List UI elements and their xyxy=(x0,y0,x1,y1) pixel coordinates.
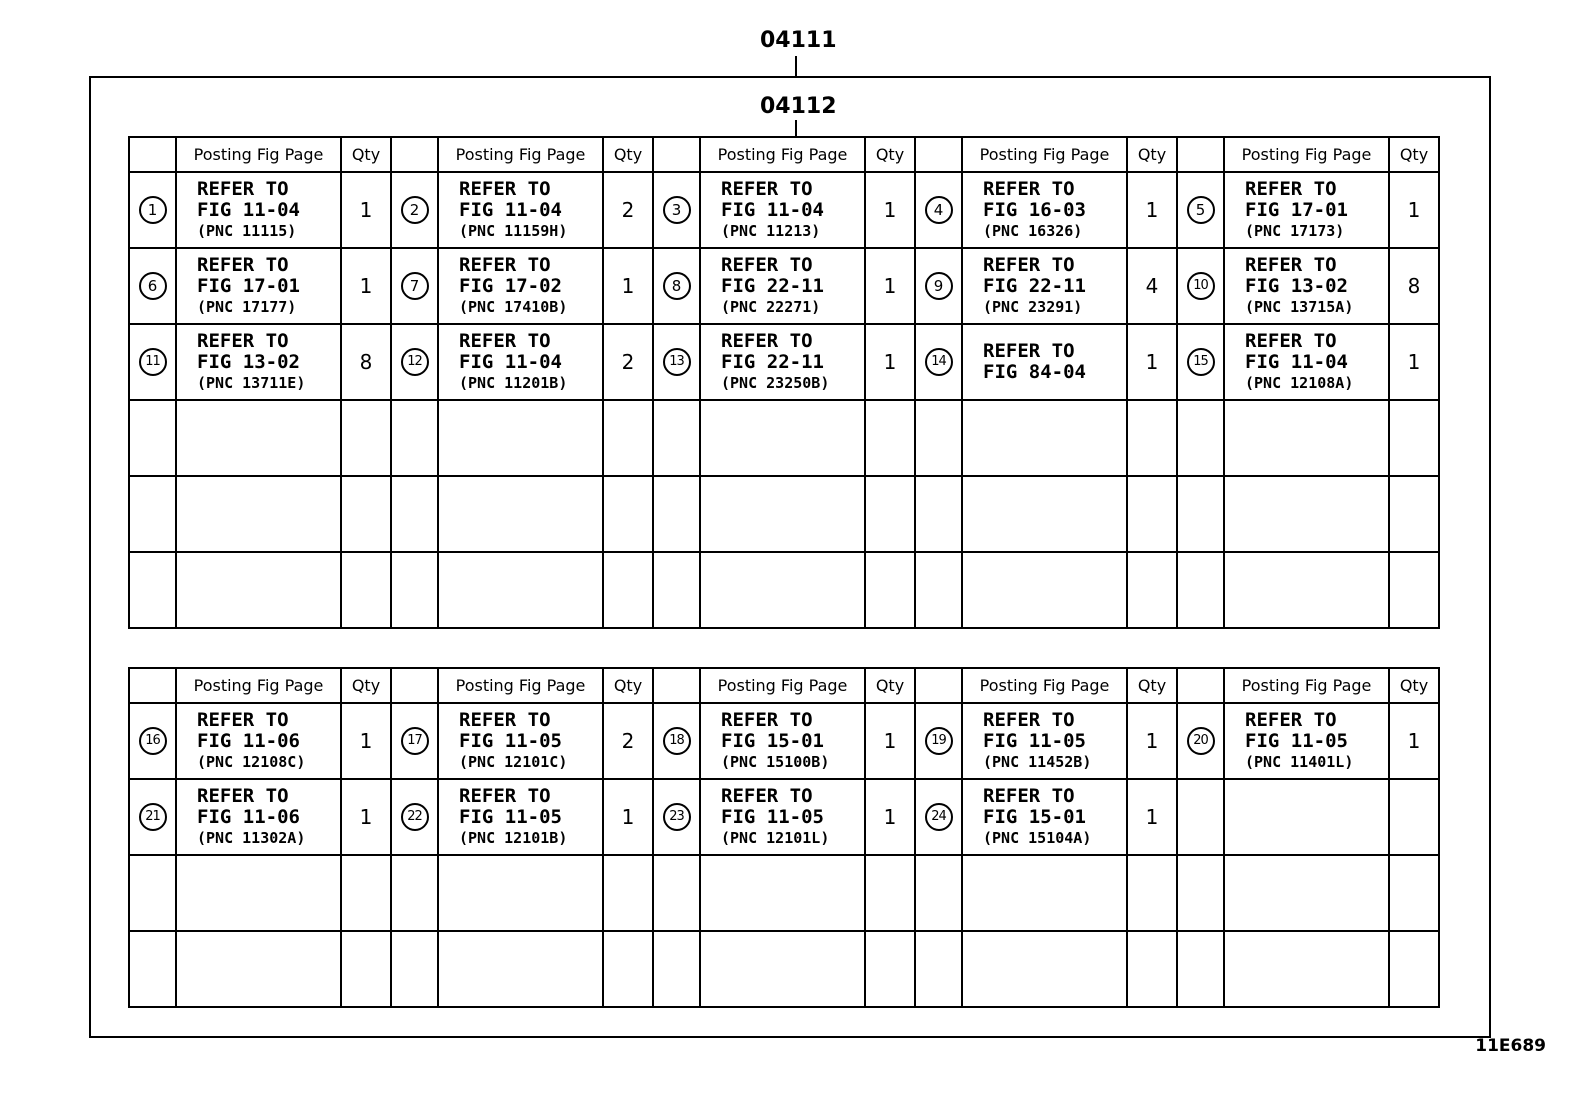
header-num-cell xyxy=(653,668,700,703)
pnc-text: (PNC 13715A) xyxy=(1245,297,1354,316)
pnc-text: (PNC 12101B) xyxy=(459,828,568,847)
ref-number-cell xyxy=(915,855,962,931)
fig-number-text: FIG 17-02 xyxy=(459,274,562,297)
qty-cell: 1 xyxy=(865,248,915,324)
ref-number-cell xyxy=(1177,400,1224,476)
qty-cell xyxy=(865,855,915,931)
ref-number-circle: 15 xyxy=(1187,348,1215,376)
fig-reference-cell xyxy=(438,931,603,1007)
header-fig-page: Posting Fig Page xyxy=(700,137,865,172)
header-qty: Qty xyxy=(603,137,653,172)
qty-cell xyxy=(1127,400,1177,476)
ref-number-circle: 3 xyxy=(663,196,691,224)
ref-number-cell xyxy=(129,476,176,552)
qty-cell xyxy=(341,552,391,628)
fig-reference-cell xyxy=(438,779,603,855)
ref-number-circle: 19 xyxy=(925,727,953,755)
qty-cell xyxy=(603,931,653,1007)
fig-reference-cell xyxy=(1224,324,1389,400)
fig-number-text: FIG 11-04 xyxy=(197,198,300,221)
table-row xyxy=(129,324,1439,400)
ref-number-circle: 11 xyxy=(139,348,167,376)
ref-number-cell xyxy=(653,324,700,400)
fig-number-text: FIG 22-11 xyxy=(721,350,824,373)
fig-reference-cell xyxy=(438,248,603,324)
header-fig-page: Posting Fig Page xyxy=(962,137,1127,172)
table-row xyxy=(129,779,1439,855)
qty-cell xyxy=(865,552,915,628)
header-qty: Qty xyxy=(865,668,915,703)
ref-number-cell xyxy=(1177,931,1224,1007)
ref-number-cell xyxy=(653,855,700,931)
refer-to-text: REFER TO xyxy=(197,253,289,276)
fig-reference-cell xyxy=(176,703,341,779)
fig-reference-cell xyxy=(1224,779,1389,855)
ref-number-cell xyxy=(653,172,700,248)
header-num-cell xyxy=(1177,668,1224,703)
pnc-text: (PNC 12108C) xyxy=(197,752,306,771)
ref-number-circle: 22 xyxy=(401,803,429,831)
ref-number-cell xyxy=(653,931,700,1007)
ref-number-cell xyxy=(391,855,438,931)
fig-reference-cell xyxy=(962,476,1127,552)
ref-number-circle: 1 xyxy=(139,196,167,224)
ref-number-cell xyxy=(391,703,438,779)
ref-number-cell xyxy=(129,703,176,779)
ref-number-cell xyxy=(129,400,176,476)
fig-number-text: FIG 16-03 xyxy=(983,198,1086,221)
fig-reference-cell xyxy=(700,855,865,931)
fig-reference-cell xyxy=(1224,552,1389,628)
fig-reference-cell xyxy=(176,931,341,1007)
fig-number-text: FIG 11-05 xyxy=(721,805,824,828)
fig-reference-cell xyxy=(700,476,865,552)
header-qty: Qty xyxy=(1389,668,1439,703)
fig-reference-cell xyxy=(962,324,1127,400)
fig-number-text: FIG 11-04 xyxy=(459,198,562,221)
table-row xyxy=(129,400,1439,476)
refer-to-text: REFER TO xyxy=(197,177,289,200)
ref-number-circle: 9 xyxy=(925,272,953,300)
refer-to-text: REFER TO xyxy=(983,177,1075,200)
assembly-label-04111: 04111 xyxy=(760,28,837,53)
ref-number-cell xyxy=(915,779,962,855)
ref-number-cell xyxy=(1177,476,1224,552)
fig-reference-cell xyxy=(962,855,1127,931)
qty-cell xyxy=(603,552,653,628)
header-qty: Qty xyxy=(341,668,391,703)
refer-to-text: REFER TO xyxy=(459,253,551,276)
qty-cell xyxy=(1389,476,1439,552)
qty-cell xyxy=(1389,931,1439,1007)
fig-reference-cell xyxy=(700,931,865,1007)
pnc-text: (PNC 16326) xyxy=(983,221,1083,240)
ref-number-circle: 10 xyxy=(1187,272,1215,300)
fig-number-text: FIG 17-01 xyxy=(197,274,300,297)
refer-to-text: REFER TO xyxy=(1245,253,1337,276)
pnc-text: (PNC 11201B) xyxy=(459,373,568,392)
fig-reference-cell xyxy=(438,855,603,931)
qty-cell: 1 xyxy=(341,779,391,855)
qty-cell: 1 xyxy=(1389,172,1439,248)
ref-number-cell xyxy=(915,172,962,248)
refer-to-text: REFER TO xyxy=(459,177,551,200)
qty-cell xyxy=(1127,476,1177,552)
fig-reference-cell xyxy=(1224,931,1389,1007)
ref-number-circle: 5 xyxy=(1187,196,1215,224)
qty-cell xyxy=(341,476,391,552)
ref-number-circle: 12 xyxy=(401,348,429,376)
qty-cell: 1 xyxy=(1127,172,1177,248)
fig-number-text: FIG 11-05 xyxy=(983,729,1086,752)
ref-number-cell xyxy=(915,324,962,400)
refer-to-text: REFER TO xyxy=(721,708,813,731)
qty-cell: 1 xyxy=(1389,324,1439,400)
connector-line-sub xyxy=(795,120,797,136)
qty-cell: 1 xyxy=(865,324,915,400)
refer-to-text: REFER TO xyxy=(197,784,289,807)
ref-number-cell xyxy=(1177,703,1224,779)
qty-cell xyxy=(603,855,653,931)
fig-reference-cell xyxy=(176,476,341,552)
refer-to-text: REFER TO xyxy=(197,708,289,731)
ref-number-circle: 6 xyxy=(139,272,167,300)
qty-cell: 1 xyxy=(1127,703,1177,779)
pnc-text: (PNC 12101L) xyxy=(721,828,830,847)
fig-number-text: FIG 11-05 xyxy=(1245,729,1348,752)
header-qty: Qty xyxy=(1127,137,1177,172)
fig-reference-cell xyxy=(962,400,1127,476)
ref-number-circle: 17 xyxy=(401,727,429,755)
ref-number-cell xyxy=(129,931,176,1007)
fig-reference-cell xyxy=(1224,476,1389,552)
qty-cell: 1 xyxy=(1127,324,1177,400)
fig-reference-cell xyxy=(962,703,1127,779)
fig-reference-cell xyxy=(700,400,865,476)
pnc-text: (PNC 17173) xyxy=(1245,221,1345,240)
ref-number-cell xyxy=(391,248,438,324)
table-row xyxy=(129,248,1439,324)
fig-number-text: FIG 22-11 xyxy=(721,274,824,297)
refer-to-text: REFER TO xyxy=(459,708,551,731)
fig-number-text: FIG 84-04 xyxy=(983,361,1086,383)
fig-reference-cell xyxy=(700,552,865,628)
pnc-text: (PNC 15104A) xyxy=(983,828,1092,847)
ref-number-cell xyxy=(391,779,438,855)
refer-to-text: REFER TO xyxy=(459,784,551,807)
fig-number-text: FIG 11-04 xyxy=(721,198,824,221)
ref-number-cell xyxy=(915,400,962,476)
parts-table-lower xyxy=(128,667,1440,1008)
qty-cell: 1 xyxy=(341,703,391,779)
ref-number-circle: 20 xyxy=(1187,727,1215,755)
refer-to-text: REFER TO xyxy=(1245,329,1337,352)
ref-number-cell xyxy=(1177,552,1224,628)
ref-number-circle: 16 xyxy=(139,727,167,755)
ref-number-circle: 24 xyxy=(925,803,953,831)
fig-reference-cell xyxy=(176,400,341,476)
qty-cell: 2 xyxy=(603,324,653,400)
ref-number-cell xyxy=(129,779,176,855)
refer-to-text: REFER TO xyxy=(983,784,1075,807)
header-num-cell xyxy=(391,668,438,703)
ref-number-circle: 14 xyxy=(925,348,953,376)
ref-number-cell xyxy=(129,324,176,400)
fig-reference-cell xyxy=(438,552,603,628)
ref-number-circle: 7 xyxy=(401,272,429,300)
header-num-cell xyxy=(129,668,176,703)
header-num-cell xyxy=(1177,137,1224,172)
header-num-cell xyxy=(915,137,962,172)
header-fig-page: Posting Fig Page xyxy=(700,668,865,703)
header-qty: Qty xyxy=(865,137,915,172)
figure-code: 11E689 xyxy=(1475,1036,1546,1056)
fig-number-text: FIG 11-04 xyxy=(459,350,562,373)
pnc-text: (PNC 11115) xyxy=(197,221,297,240)
ref-number-cell xyxy=(391,476,438,552)
fig-reference-cell xyxy=(700,248,865,324)
refer-to-text: REFER TO xyxy=(1245,177,1337,200)
assembly-label-04112: 04112 xyxy=(760,94,837,119)
ref-number-cell xyxy=(1177,248,1224,324)
header-qty: Qty xyxy=(603,668,653,703)
fig-reference-cell xyxy=(176,248,341,324)
header-qty: Qty xyxy=(1389,137,1439,172)
fig-reference-cell xyxy=(438,476,603,552)
ref-number-cell xyxy=(1177,324,1224,400)
header-fig-page: Posting Fig Page xyxy=(1224,668,1389,703)
qty-cell xyxy=(1389,400,1439,476)
fig-number-text: FIG 11-05 xyxy=(459,805,562,828)
ref-number-cell xyxy=(653,248,700,324)
fig-reference-cell xyxy=(962,552,1127,628)
pnc-text: (PNC 12101C) xyxy=(459,752,568,771)
header-num-cell xyxy=(653,137,700,172)
fig-reference-cell xyxy=(962,248,1127,324)
qty-cell xyxy=(865,400,915,476)
ref-number-cell xyxy=(129,248,176,324)
table-row xyxy=(129,931,1439,1007)
ref-number-cell xyxy=(1177,855,1224,931)
pnc-text: (PNC 15100B) xyxy=(721,752,830,771)
qty-cell xyxy=(603,400,653,476)
refer-to-text: REFER TO xyxy=(721,177,813,200)
refer-to-text: REFER TO xyxy=(721,784,813,807)
fig-reference-cell xyxy=(176,324,341,400)
header-fig-page: Posting Fig Page xyxy=(962,668,1127,703)
ref-number-cell xyxy=(653,552,700,628)
pnc-text: (PNC 17410B) xyxy=(459,297,568,316)
pnc-text: (PNC 23250B) xyxy=(721,373,830,392)
ref-number-cell xyxy=(129,172,176,248)
table-row xyxy=(129,172,1439,248)
fig-reference-cell xyxy=(1224,703,1389,779)
qty-cell: 4 xyxy=(1127,248,1177,324)
pnc-text: (PNC 23291) xyxy=(983,297,1083,316)
fig-number-text: FIG 15-01 xyxy=(721,729,824,752)
qty-cell xyxy=(1389,552,1439,628)
header-fig-page: Posting Fig Page xyxy=(176,668,341,703)
ref-number-cell xyxy=(391,931,438,1007)
fig-number-text: FIG 22-11 xyxy=(983,274,1086,297)
fig-reference-cell xyxy=(962,931,1127,1007)
fig-reference-cell xyxy=(962,172,1127,248)
refer-to-text: REFER TO xyxy=(1245,708,1337,731)
refer-to-text: REFER TO xyxy=(197,329,289,352)
table-row xyxy=(129,855,1439,931)
fig-number-text: FIG 17-01 xyxy=(1245,198,1348,221)
fig-number-text: FIG 13-02 xyxy=(1245,274,1348,297)
header-fig-page: Posting Fig Page xyxy=(1224,137,1389,172)
qty-cell xyxy=(1127,855,1177,931)
header-qty: Qty xyxy=(341,137,391,172)
fig-number-text: FIG 15-01 xyxy=(983,805,1086,828)
qty-cell xyxy=(1127,552,1177,628)
table-row xyxy=(129,552,1439,628)
fig-reference-cell xyxy=(438,172,603,248)
qty-cell: 8 xyxy=(341,324,391,400)
header-num-cell xyxy=(391,137,438,172)
pnc-text: (PNC 13711E) xyxy=(197,373,306,392)
fig-reference-cell xyxy=(438,703,603,779)
fig-reference-cell xyxy=(176,855,341,931)
header-num-cell xyxy=(915,668,962,703)
ref-number-cell xyxy=(391,552,438,628)
refer-to-text: REFER TO xyxy=(983,253,1075,276)
fig-reference-cell xyxy=(176,779,341,855)
fig-reference-cell xyxy=(438,400,603,476)
ref-number-circle: 23 xyxy=(663,803,691,831)
qty-cell: 1 xyxy=(865,172,915,248)
ref-number-cell xyxy=(915,931,962,1007)
fig-reference-cell xyxy=(438,324,603,400)
fig-reference-cell xyxy=(1224,855,1389,931)
ref-number-circle: 8 xyxy=(663,272,691,300)
fig-reference-cell xyxy=(962,779,1127,855)
qty-cell: 1 xyxy=(1127,779,1177,855)
header-qty: Qty xyxy=(1127,668,1177,703)
qty-cell xyxy=(1389,779,1439,855)
qty-cell xyxy=(341,855,391,931)
fig-reference-cell xyxy=(1224,172,1389,248)
header-fig-page: Posting Fig Page xyxy=(438,668,603,703)
ref-number-cell xyxy=(653,400,700,476)
pnc-text: (PNC 22271) xyxy=(721,297,821,316)
ref-number-cell xyxy=(129,552,176,628)
qty-cell: 8 xyxy=(1389,248,1439,324)
ref-number-cell xyxy=(915,476,962,552)
ref-number-cell xyxy=(915,703,962,779)
ref-number-circle: 4 xyxy=(925,196,953,224)
qty-cell: 1 xyxy=(341,172,391,248)
ref-number-cell xyxy=(129,855,176,931)
header-row xyxy=(129,668,1439,703)
qty-cell: 1 xyxy=(603,248,653,324)
ref-number-circle: 2 xyxy=(401,196,429,224)
qty-cell xyxy=(865,931,915,1007)
ref-number-cell xyxy=(391,400,438,476)
pnc-text: (PNC 11401L) xyxy=(1245,752,1354,771)
parts-table-upper xyxy=(128,136,1440,629)
header-row xyxy=(129,137,1439,172)
fig-reference-cell xyxy=(176,552,341,628)
refer-to-text: REFER TO xyxy=(983,708,1075,731)
ref-number-circle: 18 xyxy=(663,727,691,755)
header-fig-page: Posting Fig Page xyxy=(438,137,603,172)
ref-number-cell xyxy=(653,476,700,552)
qty-cell: 1 xyxy=(341,248,391,324)
header-fig-page: Posting Fig Page xyxy=(176,137,341,172)
fig-number-text: FIG 13-02 xyxy=(197,350,300,373)
refer-to-text: REFER TO xyxy=(721,329,813,352)
qty-cell xyxy=(341,400,391,476)
ref-number-cell xyxy=(915,552,962,628)
pnc-text: (PNC 12108A) xyxy=(1245,373,1354,392)
fig-reference-cell xyxy=(1224,248,1389,324)
ref-number-cell xyxy=(1177,172,1224,248)
ref-number-cell xyxy=(915,248,962,324)
fig-reference-cell xyxy=(700,703,865,779)
fig-reference-cell xyxy=(176,172,341,248)
pnc-text: (PNC 17177) xyxy=(197,297,297,316)
qty-cell xyxy=(865,476,915,552)
fig-number-text: FIG 11-05 xyxy=(459,729,562,752)
qty-cell: 1 xyxy=(865,703,915,779)
qty-cell xyxy=(603,476,653,552)
pnc-text: (PNC 11213) xyxy=(721,221,821,240)
connector-line-top xyxy=(795,56,797,76)
ref-number-cell xyxy=(391,324,438,400)
fig-number-text: FIG 11-06 xyxy=(197,805,300,828)
ref-number-circle: 13 xyxy=(663,348,691,376)
fig-reference-cell xyxy=(700,779,865,855)
refer-to-text: REFER TO xyxy=(983,340,1075,362)
fig-number-text: FIG 11-06 xyxy=(197,729,300,752)
ref-number-circle: 21 xyxy=(139,803,167,831)
pnc-text: (PNC 11159H) xyxy=(459,221,568,240)
refer-to-text: REFER TO xyxy=(459,329,551,352)
table-row xyxy=(129,476,1439,552)
qty-cell xyxy=(341,931,391,1007)
fig-reference-cell xyxy=(1224,400,1389,476)
qty-cell: 1 xyxy=(1389,703,1439,779)
ref-number-cell xyxy=(653,779,700,855)
pnc-text: (PNC 11302A) xyxy=(197,828,306,847)
fig-reference-cell xyxy=(700,172,865,248)
ref-number-cell xyxy=(653,703,700,779)
qty-cell: 2 xyxy=(603,703,653,779)
table-row xyxy=(129,703,1439,779)
refer-to-text: REFER TO xyxy=(721,253,813,276)
fig-reference-cell xyxy=(700,324,865,400)
qty-cell: 1 xyxy=(865,779,915,855)
qty-cell xyxy=(1127,931,1177,1007)
ref-number-cell xyxy=(1177,779,1224,855)
qty-cell: 2 xyxy=(603,172,653,248)
qty-cell: 1 xyxy=(603,779,653,855)
pnc-text: (PNC 11452B) xyxy=(983,752,1092,771)
qty-cell xyxy=(1389,855,1439,931)
fig-number-text: FIG 11-04 xyxy=(1245,350,1348,373)
ref-number-cell xyxy=(391,172,438,248)
header-num-cell xyxy=(129,137,176,172)
